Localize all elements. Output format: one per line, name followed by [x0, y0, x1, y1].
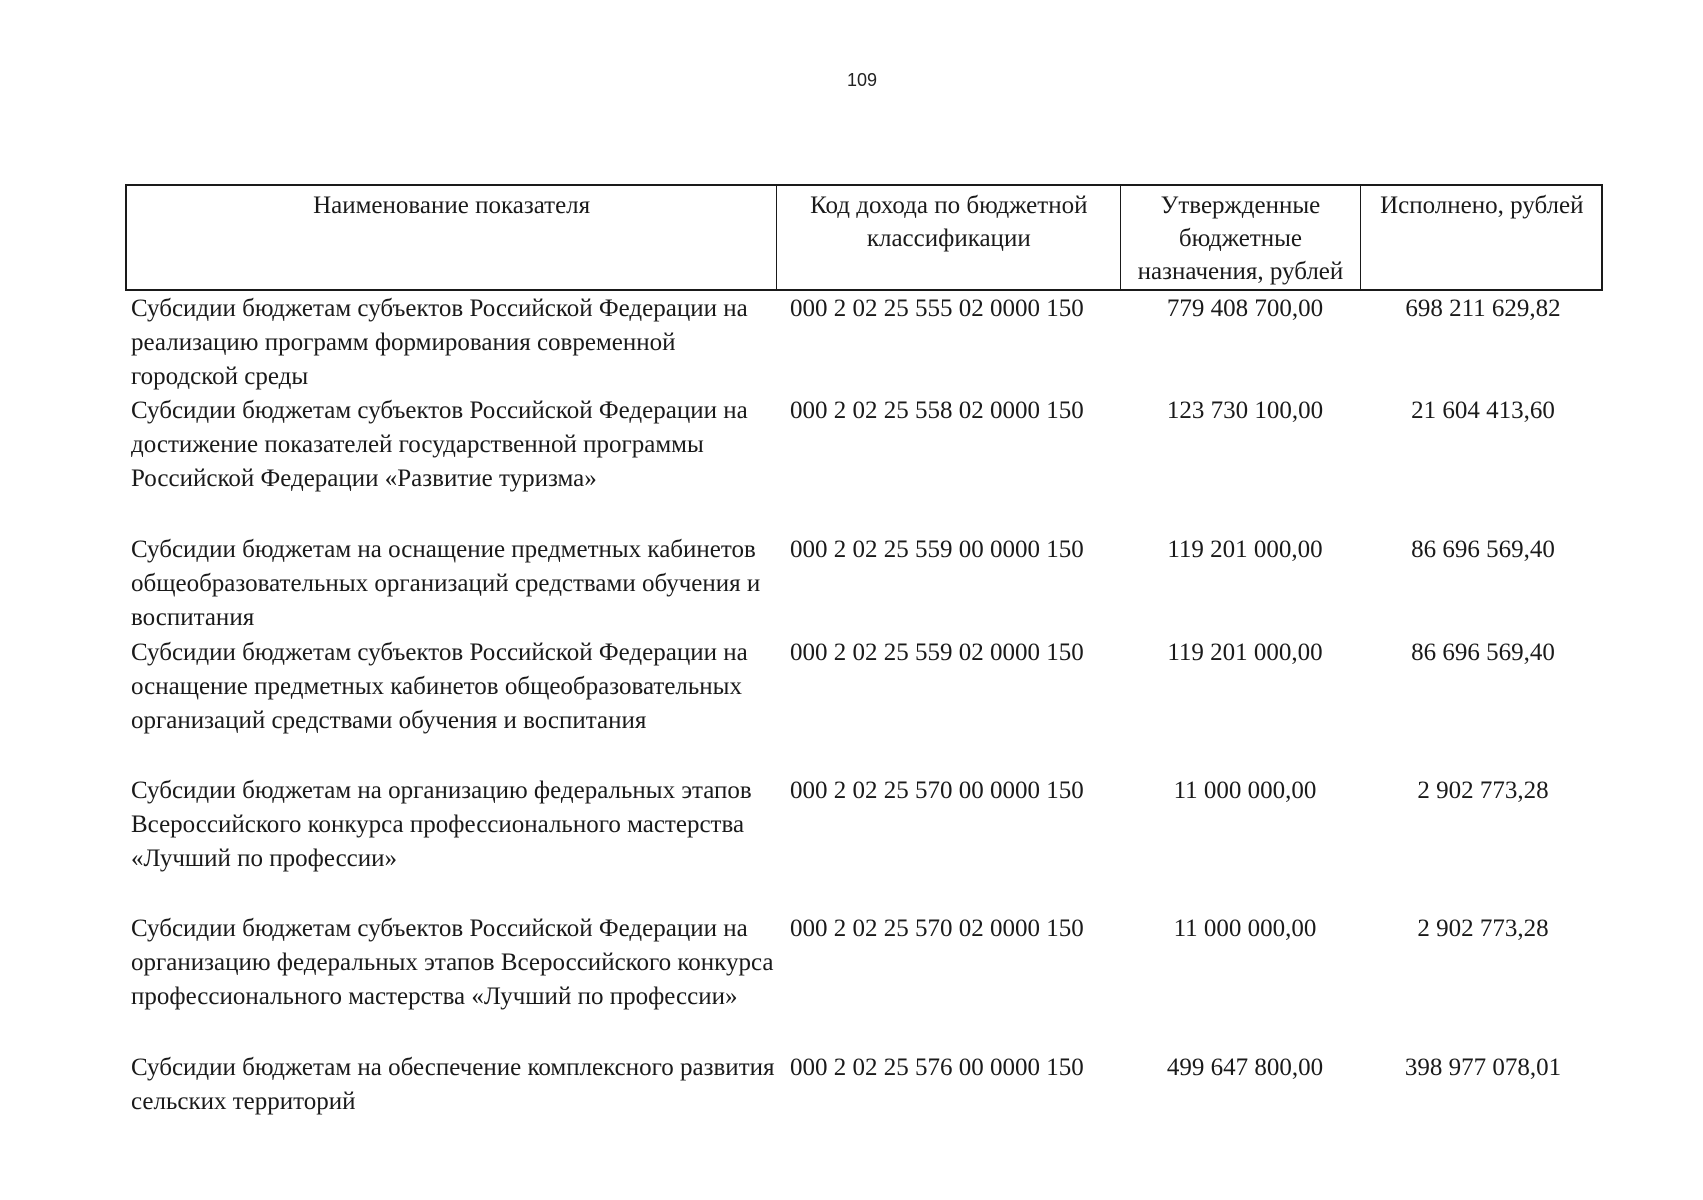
row-done: 398 977 078,01	[1404, 1054, 1562, 1081]
page-number: 109	[846, 70, 878, 90]
row-code: 000 2 02 25 558 02 0000 150	[790, 397, 1084, 424]
header-done: Исполнено, рублей	[1380, 192, 1584, 219]
row-approved: 119 201 000,00	[1167, 536, 1323, 563]
row-done: 21 604 413,60	[1411, 397, 1555, 424]
row-name: Субсидии бюджетам на обеспечение комплексного развития сельских территорий	[131, 1054, 775, 1115]
row-name: Субсидии бюджетам субъектов Российской Федерации на достижение показателей государственной программы Российской Федерации «Развитие туризма»	[131, 397, 748, 492]
row-code: 000 2 02 25 555 02 0000 150	[790, 295, 1084, 322]
row-done: 698 211 629,82	[1405, 295, 1561, 322]
row-approved: 119 201 000,00	[1167, 639, 1323, 666]
header-name: Наименование показателя	[127, 186, 777, 289]
row-name: Субсидии бюджетам на организацию федеральных этапов Всероссийского конкурса профессионального мастерства «Лучший по профессии»	[131, 777, 752, 872]
row-approved: 11 000 000,00	[1173, 777, 1317, 804]
row-code: 000 2 02 25 570 02 0000 150	[790, 915, 1084, 942]
row-approved: 779 408 700,00	[1166, 295, 1324, 322]
row-name: Субсидии бюджетам субъектов Российской Федерации на оснащение предметных кабинетов общеобразовательных организаций средствами обучения и воспитания	[131, 639, 748, 734]
row-code: 000 2 02 25 570 00 0000 150	[790, 777, 1084, 804]
row-name: Субсидии бюджетам субъектов Российской Федерации на реализацию программ формирования современной городской среды	[131, 295, 748, 390]
header-approved: Утвержденные бюджетные назначения, рублей	[1121, 186, 1360, 289]
row-done: 86 696 569,40	[1411, 536, 1555, 563]
row-name: Субсидии бюджетам на оснащение предметных кабинетов общеобразовательных организаций средствами обучения и воспитания	[131, 536, 761, 631]
row-done: 2 902 773,28	[1417, 777, 1549, 804]
row-name: Субсидии бюджетам субъектов Российской Федерации на организацию федеральных этапов Всероссийского конкурса профессионального мастерства «Лучший по профессии»	[131, 915, 774, 1010]
row-code: 000 2 02 25 576 00 0000 150	[790, 1054, 1084, 1081]
header-code: Код дохода по бюджетной классификации	[777, 186, 1121, 289]
row-code: 000 2 02 25 559 02 0000 150	[790, 639, 1084, 666]
row-done: 2 902 773,28	[1417, 915, 1549, 942]
row-approved: 499 647 800,00	[1166, 1054, 1324, 1081]
row-approved: 123 730 100,00	[1166, 397, 1324, 424]
row-done: 86 696 569,40	[1411, 639, 1555, 666]
table-header	[125, 184, 1603, 291]
row-approved: 11 000 000,00	[1173, 915, 1317, 942]
row-code: 000 2 02 25 559 00 0000 150	[790, 536, 1084, 563]
